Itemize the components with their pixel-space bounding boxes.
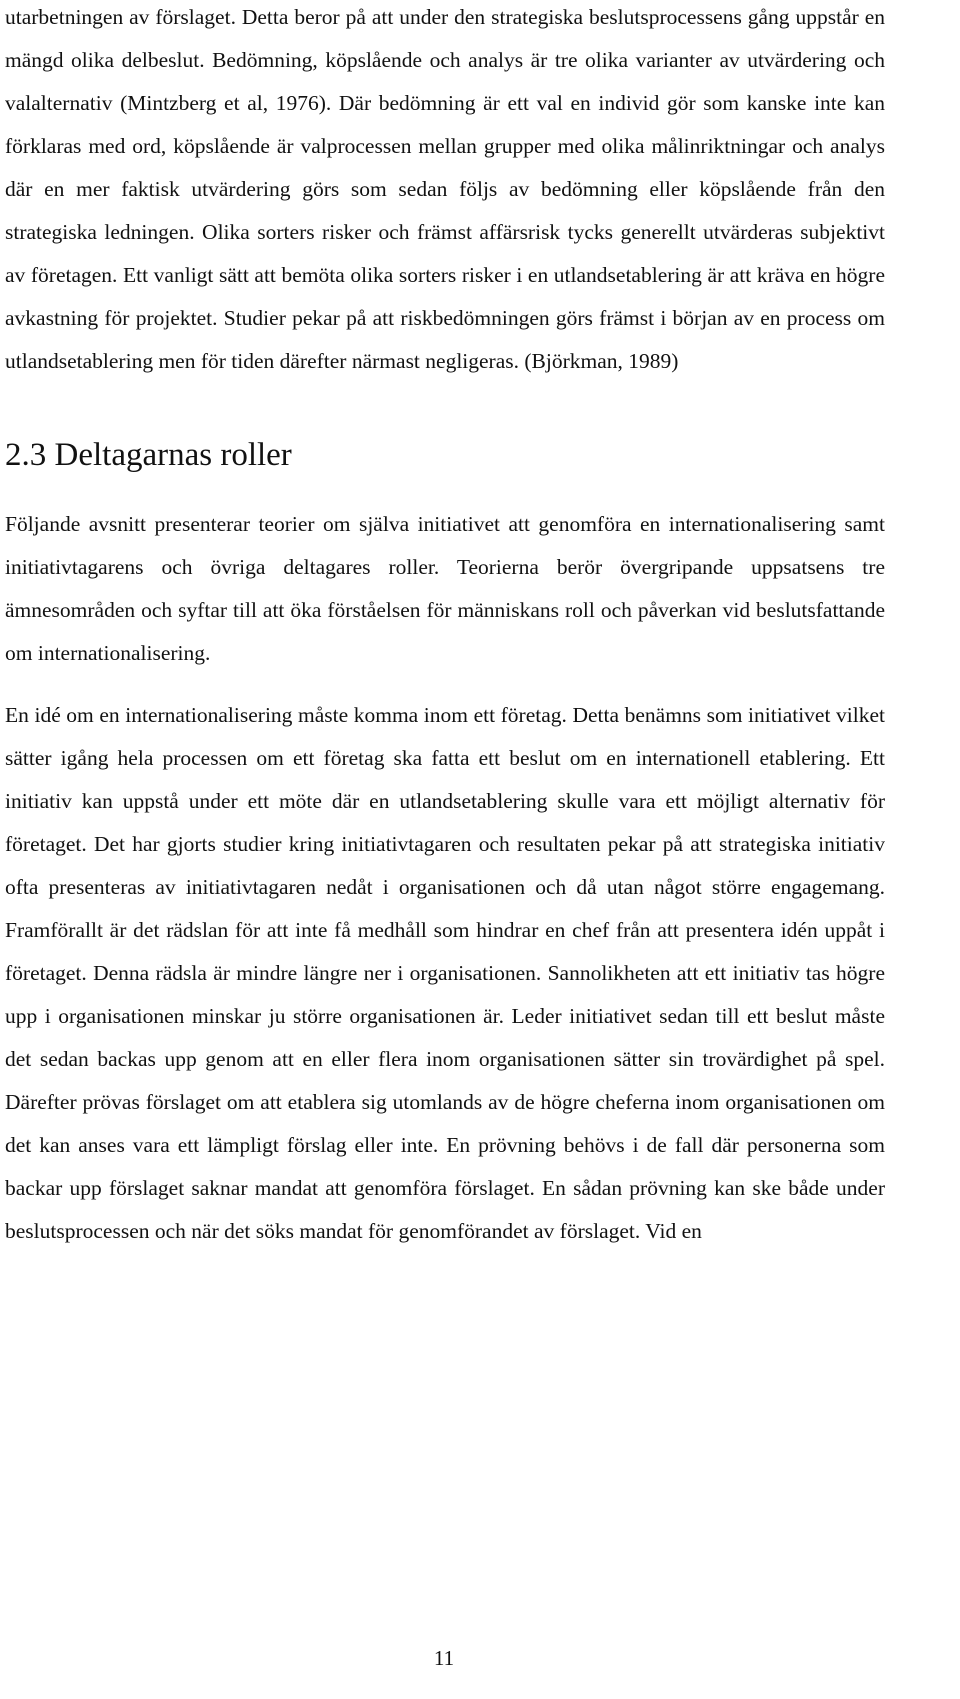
body-paragraph: En idé om en internationalisering måste komma inom ett företag. Detta benämns som initiativet vilket sätter igång hela processen om ett företag ska fatta ett beslut om en internationell etablering. Ett initiativ kan uppstå under ett möte där en utlandsetablering skulle vara ett möjligt alternativ för företaget. Det har gjorts studier kring initiativtagaren och resultaten pekar på att strategiska initiativ ofta presenteras av initiativtagaren nedåt i organisationen och då utan något större engagemang. Framförallt är det rädslan för att inte få medhåll som hindrar en chef från att presentera idén uppåt i företaget. Denna rädsla är mindre längre ner i organisationen. Sannolikheten att ett initiativ tas högre upp i organisationen minskar ju större organisationen är. Leder initiativet sedan till ett beslut måste det sedan backas upp genom att en eller flera inom organisationen sätter sin trovärdighet på spel. Därefter prövas förslaget om att etablera sig utomlands av de högre cheferna inom organisationen om det kan anses vara ett lämpligt förslag eller inte. En prövning behövs i de fall där personerna som backar upp förslaget saknar mandat att genomföra förslaget. En sådan prövning kan ske både under beslutsprocessen och när det söks mandat för genomförandet av förslaget. Vid en bbox=[5, 703, 885, 1243]
document-page bbox=[5, 0, 885, 1253]
page-number: 11 bbox=[433, 1646, 455, 1670]
body-paragraph: Följande avsnitt presenterar teorier om själva initiativet att genomföra en internationalisering samt initiativtagarens och övriga deltagares roller. Teorierna berör övergripande uppsatsens tre ämnesområden och syftar till att öka förståelsen för människans roll och påverkan vid beslutsfattande om internationalisering. bbox=[5, 512, 885, 665]
body-paragraph: utarbetningen av förslaget. Detta beror på att under den strategiska beslutsprocessens gång uppstår en mängd olika delbeslut. Bedömning, köpslående och analys är tre olika varianter av utvärdering och valalternativ (Mintzberg et al, 1976). Där bedömning är ett val en individ gör som kanske inte kan förklaras med ord, köpslående är valprocessen mellan grupper med olika målinriktningar och analys där en mer faktisk utvärdering görs som sedan följs av bedömning eller köpslående från den strategiska ledningen. Olika sorters risker och främst affärsrisk tycks generellt utvärderas subjektivt av företagen. Ett vanligt sätt att bemöta olika sorters risker i en utlandsetablering är att kräva en högre avkastning för projektet. Studier pekar på att riskbedömningen görs främst i början av en process om utlandsetablering men för tiden därefter närmast negligeras. (Björkman, 1989) bbox=[5, 5, 885, 373]
section-heading: 2.3 Deltagarnas roller bbox=[5, 437, 292, 473]
